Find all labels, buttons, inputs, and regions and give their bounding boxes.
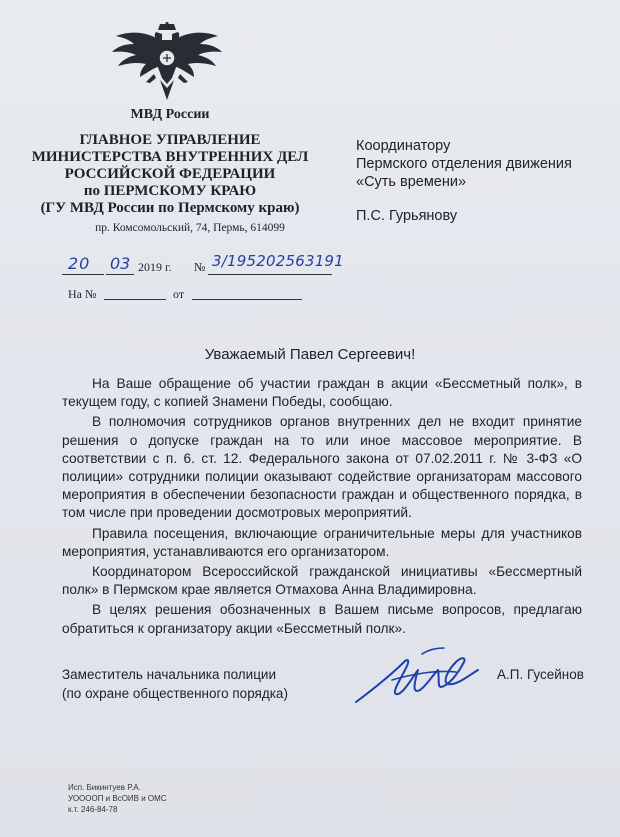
- signatory-name: А.П. Гусейнов: [497, 667, 584, 682]
- recipient-line: Пермского отделения движения: [356, 156, 572, 172]
- registration-number-label: №: [194, 260, 206, 274]
- agency-short-name: МВД России: [130, 107, 210, 122]
- agency-line: (ГУ МВД России по Пермскому краю): [40, 200, 300, 216]
- registration-line: [62, 250, 342, 276]
- agency-line: по ПЕРМСКОМУ КРАЮ: [83, 183, 257, 199]
- signatory-title-line: (по охране общественного порядка): [62, 686, 288, 701]
- reference-date-label: от: [173, 287, 185, 301]
- registration-year: 2019 г.: [138, 260, 172, 274]
- letter-body: [62, 375, 582, 640]
- signatory-title: [62, 665, 288, 703]
- body-paragraph: В целях решения обозначенных в Вашем письме вопросов, предлагаю обратиться к организатору акции «Бессметный полк».: [62, 602, 582, 636]
- signatory-title-line: Заместитель начальника полиции: [62, 667, 277, 682]
- registration-day: 20: [68, 254, 91, 273]
- registration-month: 03: [110, 254, 131, 273]
- agency-full-name: [20, 132, 320, 217]
- body-paragraph: На Ваше обращение об участии граждан в акции «Бессметный полк», в текущем году, с копией Знамени Победы, сообщаю.: [62, 376, 582, 410]
- recipient-line: «Суть времени»: [356, 174, 467, 190]
- agency-line: ГЛАВНОЕ УПРАВЛЕНИЕ: [79, 132, 261, 148]
- executor-footer: [68, 782, 167, 815]
- handwritten-signature: [352, 640, 482, 708]
- greeting: Уважаемый Павел Сергеевич!: [204, 346, 416, 363]
- footer-line: к.т. 246-84-78: [68, 805, 118, 814]
- reference-number-label: На №: [68, 287, 97, 301]
- footer-line: Исп. Бикинтуев Р.А.: [68, 783, 141, 792]
- agency-address: пр. Комсомольский, 74, Пермь, 614099: [95, 222, 285, 234]
- body-paragraph: Координатором Всероссийской гражданской инициативы «Бессмертный полк» в Пермском крае является Отмахова Анна Владимировна.: [62, 564, 582, 598]
- footer-line: УООООП и ВсОИВ и ОМС: [68, 794, 167, 803]
- agency-line: РОССИЙСКОЙ ФЕДЕРАЦИИ: [64, 166, 276, 182]
- body-paragraph: Правила посещения, включающие ограничительные меры для участников мероприятия, устанавливаются его организатором.: [62, 525, 582, 559]
- registration-number: 3/195202563191: [212, 252, 344, 270]
- agency-line: МИНИСТЕРСТВА ВНУТРЕННИХ ДЕЛ: [31, 149, 309, 165]
- recipient-block: [356, 137, 606, 191]
- recipient-line: Координатору: [356, 138, 451, 154]
- body-paragraph: В полномочия сотрудников органов внутренних дел не входит принятие решения о допуске граждан на то или иное массовое мероприятие. В соответствии с п. 6. ст. 12. Федерального закона от 07.02.2011 г. № 3-ФЗ «О полиции» сотрудники полиции оказывают содействие организаторам массового мероприятия в обеспечении безопасности граждан и общественного порядка, в том числе при проведении досмотровых мероприятий.: [62, 414, 582, 521]
- recipient-name: П.С. Гурьянову: [356, 208, 458, 224]
- double-headed-eagle-icon: [110, 22, 224, 102]
